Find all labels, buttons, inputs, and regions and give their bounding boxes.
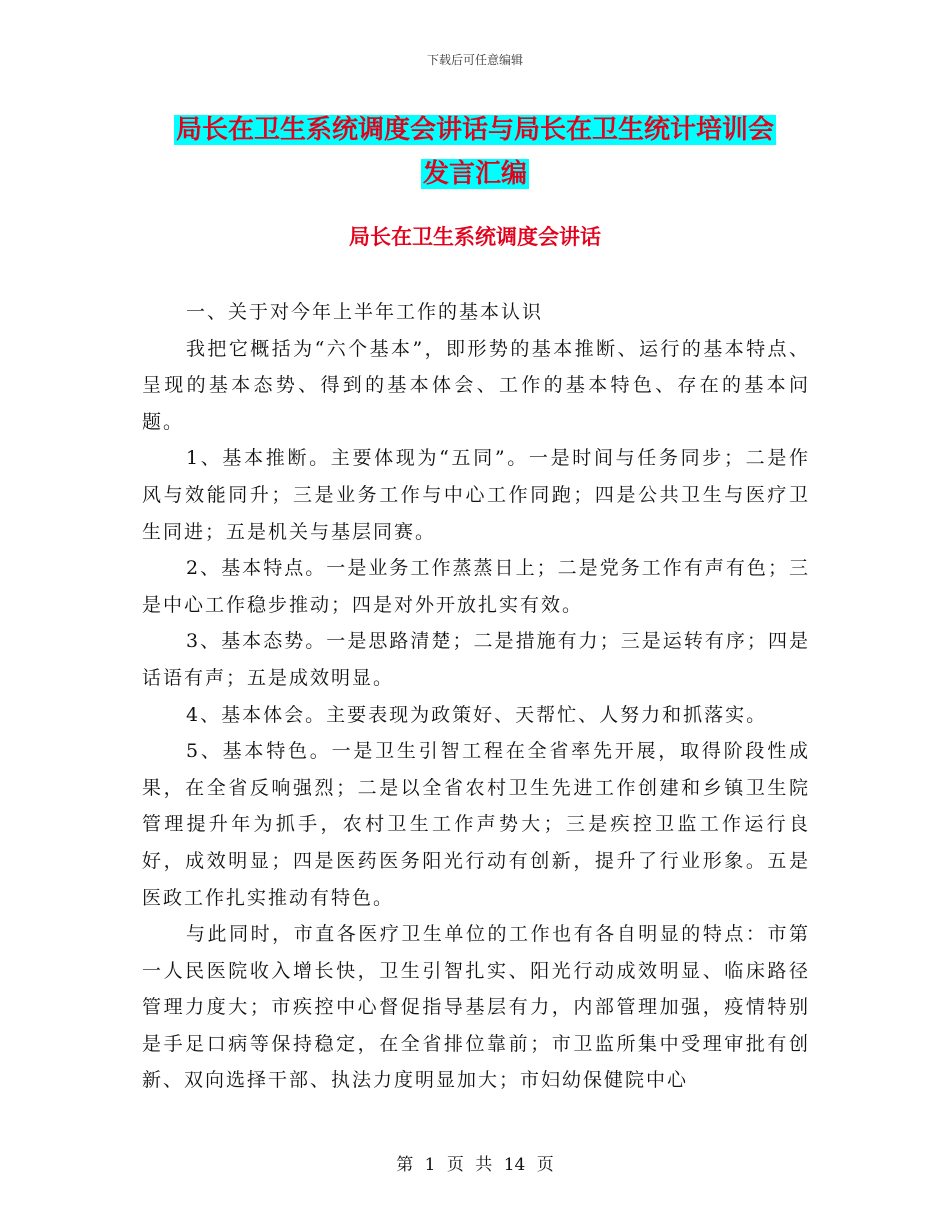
page-header-note: 下载后可任意编辑 (426, 53, 523, 67)
section-title: 局长在卫生系统调度会讲话 (349, 225, 601, 249)
paragraph-heading-1: 一、关于对今年上半年工作的基本认识 (186, 301, 544, 323)
paragraph: 4、基本体会。主要表现为政策好、天帮忙、人努力和抓落实。 (186, 703, 768, 726)
paragraph: 5、基本特色。一是卫生引智工程在全省率先开展，取得阶段性成果，在全省反响强烈；二是以全省农村卫生先进工作创建和乡镇卫生院管理提升年为抓手，农村卫生工作声势大；三是疾控卫监工作运行良好，成效明显；四是医药医务阳光行动有创新，提升了行业形象。五是医政工作扎实推动有特色。 (142, 740, 810, 909)
paragraph: 我把它概括为“六个基本”，即形势的基本推断、运行的基本特点、呈现的基本态势、得到的基本体会、工作的基本特色、存在的基本问题。 (142, 337, 810, 433)
document-title (140, 108, 810, 196)
document-title-line-1: 局长在卫生系统调度会讲话与局长在卫生统计培训会 (175, 115, 774, 145)
paragraph: 与此同时，市直各医疗卫生单位的工作也有各自明显的特点：市第一人民医院收入增长快，卫生引智扎实、阳光行动成效明显、临床路径管理力度大；市疾控中心督促指导基层有力，内部管理加强，疫情特别是手足口病等保持稳定，在全省排位靠前；市卫监所集中受理审批有创新、双向选择干部、执法力度明显加大；市妇幼保健院中心 (142, 923, 810, 1092)
paragraph: 3、基本态势。一是思路清楚；二是措施有力；三是运转有序；四是话语有声；五是成效明显。 (142, 630, 810, 689)
page-footer-number: 第 1 页 共 14 页 (396, 1155, 554, 1175)
document-body (142, 294, 810, 1099)
paragraph: 2、基本特点。一是业务工作蒸蒸日上；二是党务工作有声有色；三是中心工作稳步推动；四是对外开放扎实有效。 (142, 557, 810, 616)
document-title-line-2: 发言汇编 (422, 159, 527, 189)
paragraph: 1、基本推断。主要体现为“五同”。一是时间与任务同步；二是作风与效能同升；三是业务工作与中心工作同跑；四是公共卫生与医疗卫生同进；五是机关与基层同赛。 (142, 447, 810, 543)
